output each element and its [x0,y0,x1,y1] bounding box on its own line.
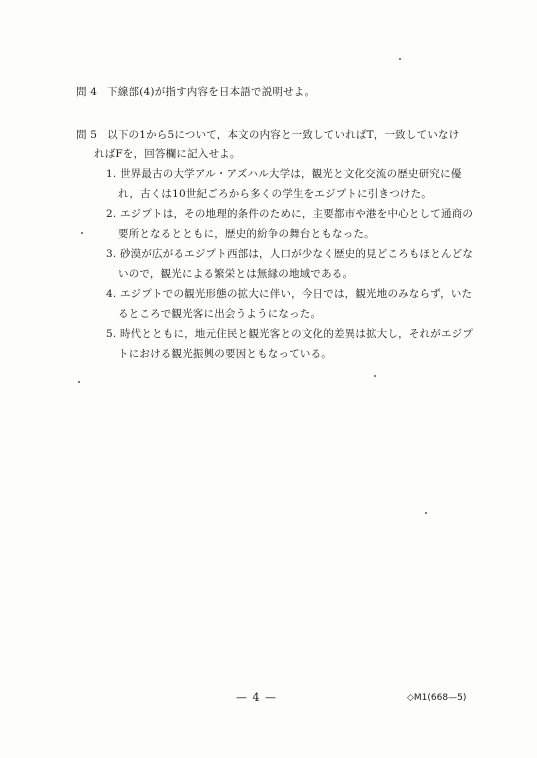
option-4-line-2: るところで観光客に出会うようになった。 [118,308,322,320]
scan-speck [425,512,427,514]
question-5-intro-line-1 [76,126,476,145]
question-4-text: 下線部(4)が指す内容を日本語で説明せよ。 [107,86,316,98]
option-4-line-1: 4. エジプトでの観光形態の拡大に伴い，今日では，観光地のみならず，いた [106,288,473,300]
option-3-line-1: 3. 砂漠が広がるエジプト西部は，人口が少なく歴史的見どころもほとんどな [106,248,474,260]
option-5-line-2: トにおける観光振興の要因ともなっている。 [118,348,332,360]
option-2 [76,204,476,244]
scan-speck [374,375,376,377]
option-1 [76,164,476,204]
question-4-label: 問 4 [76,86,98,98]
option-3-line-2: いので，観光による繁栄とは無縁の地域である。 [118,268,354,280]
option-1-line-2: れ，古くは10世紀ごろから多くの学生をエジプトに引きつけた。 [118,188,432,200]
option-4 [76,284,476,324]
scan-speck [78,381,80,383]
option-5 [76,324,476,364]
question-5-label: 問 5 [76,129,98,141]
option-1-line-1: 1. 世界最古の大学アル・アズハル大学は，観光と文化交流の歴史研究に優 [106,168,462,180]
option-2-line-1: 2. エジプトは，その地理的条件のために，主要都市や港を中心として通商の [106,208,474,220]
option-5-line-1: 5. 時代とともに，地元住民と観光客との文化的差異は拡大し，それがエジプ [106,328,474,340]
option-2-line-2: 要所となるとともに，歴史的紛争の舞台ともなった。 [118,228,375,240]
exam-code: ◇M1(668—5) [407,693,467,703]
answer-options-list [76,164,476,364]
option-3 [76,244,476,284]
question-4 [76,84,315,99]
scan-speck [399,58,401,60]
question-5-intro-text-1: 以下の1から5について，本文の内容と一致していればT，一致していなけ [107,129,460,141]
page-number: — 4 — [236,691,277,704]
question-5-intro-line-2: ればFを，回答欄に記入せよ。 [94,148,241,160]
scan-speck [81,232,83,234]
question-5 [76,126,476,364]
